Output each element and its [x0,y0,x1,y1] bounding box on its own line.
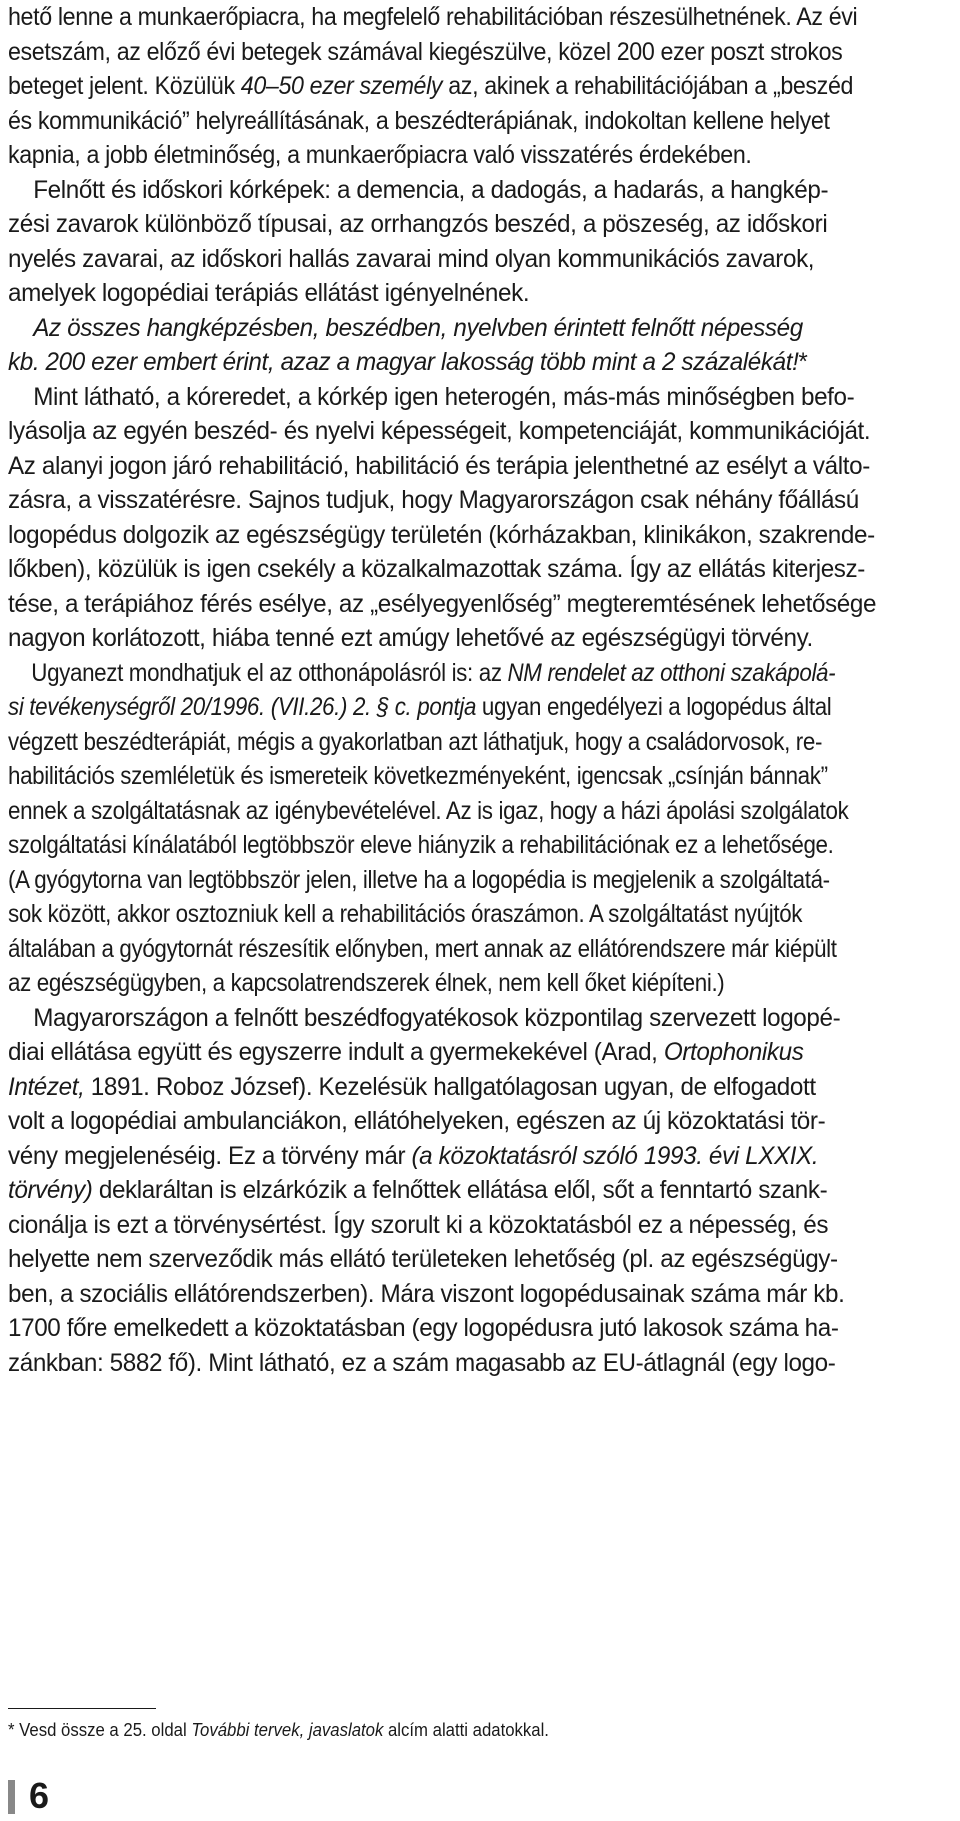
text-line: ben, a szociális ellátórendszerben). Mára viszont logopédusainak száma már kb. [8,1279,845,1308]
text-line: esetszám, az előző évi betegek számával kiegészülve, közel 200 ezer poszt strokos [8,37,843,66]
italic-citation: (a közoktatásról szóló 1993. évi LXXIX. [411,1141,819,1170]
page-number: 6 [29,1775,50,1816]
text-line: lőkben), közülük is igen csekély a közalkalmazottak száma. Így az ellátás kiterjesz- [8,555,865,583]
text-line: hető lenne a munkaerőpiacra, ha megfelelő rehabilitációban részesülhetnének. Az évi [8,3,858,31]
text-line: Ugyanezt mondhatjuk el az otthonápolásról is: az NM rendelet az otthoni szakápolá- [31,658,836,687]
text-line: si tevékenységről 20/1996. (VII.26.) 2. § c. pontja ugyan engedélyezi a logopédus által [8,693,832,721]
text-line: logopédus dolgozik az egészségügy területén (kórházakban, klinikákon, szakrende- [8,520,875,549]
italic-citation: Ortophonikus [663,1038,804,1066]
text-line: lyásolja az egyén beszéd- és nyelvi képességeit, kompetenciáját, kommunikációját. [8,417,871,445]
text-line: zánkban: 5882 fő). Mint látható, ez a szám magasabb az EU-átlagnál (egy logo- [8,1348,836,1377]
italic-emphasis: 40–50 ezer személy [240,72,443,100]
highlight-line [8,345,924,380]
text-line: volt a logopédiai ambulanciákon, ellátóhelyeken, egészen az új közoktatási tör- [8,1107,826,1135]
text-line: nyelés zavarai, az időskori hallás zavarai mind olyan kommunikációs zavarok, [8,244,815,273]
text-line: cionálja is ezt a törvénysértést. Így szorult ki a közoktatásból ez a népesség, és [8,1210,829,1239]
highlight-line [8,311,924,346]
footnote-marker: * [798,348,808,376]
footnote: * Vesd össze a 25. oldal További tervek, javaslatok alcím alatti adatokkal. [8,1720,549,1740]
italic-citation: NM rendelet az otthoni szakápolá- [507,658,836,687]
footnote-divider [8,1708,156,1709]
text-line: és kommunikáció” helyreállításának, a beszédterápiának, indokoltan kellene helyet [8,106,830,135]
text-line: zásra, a visszatérésre. Sajnos tudjuk, hogy Magyarországon csak néhány főállású [8,486,859,514]
italic-emphasis: kb. 200 ezer embert érint, azaz a magyar lakosság több mint a 2 százalékát! [8,348,799,376]
footnote-italic: További tervek, javaslatok [191,1720,384,1740]
paragraph-4 [8,1001,952,1381]
text-line: sok között, akkor osztozniuk kell a rehabilitációs óraszámon. A szolgáltatást nyújtók [8,900,803,928]
italic-citation: törvény) [8,1176,93,1204]
text-line: tése, a terápiához férés esélye, az „esélyegyenlőség” megteremtésének lehetősége [8,589,877,618]
document-body [8,0,952,1380]
text-line: kapnia, a jobb életminőség, a munkaerőpiacra való visszatérés érdekében. [8,141,752,169]
paragraph-3 [8,656,952,1001]
text-line: zési zavarok különböző típusai, az orrhangzós beszéd, a pöszeség, az időskori [8,210,828,238]
text-line: Mint látható, a kóreredet, a kórkép igen heterogén, más-más minőségben befo- [33,382,855,411]
text-line: Magyarországon a felnőtt beszédfogyatékosok központilag szervezett logopé- [33,1003,841,1032]
text-line: ennek a szolgáltatásnak az igénybevételével. Az is igaz, hogy a házi ápolási szolgálatok [8,796,849,825]
text-line: 1700 főre emelkedett a közoktatásban (egy logopédusra jutó lakosok száma ha- [8,1314,839,1342]
text-line: vény megjelenéséig. Ez a törvény már (a közoktatásról szóló 1993. évi LXXIX. [8,1141,819,1170]
text-line: diai ellátása együtt és egyszerre indult a gyermekekével (Arad, Ortophonikus [8,1038,804,1066]
text-line: nagyon korlátozott, hiába tenné ezt amúgy lehetővé az egészségügyi törvény. [8,624,813,652]
page-marker-bar [8,1780,15,1814]
text-line: Felnőtt és időskori kórképek: a demencia, a dadogás, a hadarás, a hangkép- [33,175,829,204]
italic-emphasis: Az összes hangképzésben, beszédben, nyelvben érintett felnőtt népesség [33,313,803,342]
text-line: szolgáltatási kínálatából legtöbbször eleve hiányzik a rehabilitációnak ez a lehetősége. [8,831,834,859]
italic-citation: si tevékenységről 20/1996. (VII.26.) 2. § c. pontja [8,693,477,721]
paragraph-1 [8,0,952,173]
text-line: végzett beszédterápiát, mégis a gyakorlatban azt láthatjuk, hogy a családorvosok, re- [8,727,823,756]
text-line: (A gyógytorna van legtöbbször jelen, illetve ha a logopédia is megjelenik a szolgáltatá- [8,865,830,894]
text-line: Az alanyi jogon járó rehabilitáció, habilitáció és terápia jelenthetné az esélyt a válto- [8,451,870,480]
page-footer [8,1774,49,1818]
text-line: Intézet, 1891. Roboz József). Kezelésük hallgatólagosan ugyan, de elfogadott [8,1072,816,1101]
paragraph-2 [8,173,952,656]
text-line: általában a gyógytornát részesítik előnyben, mert annak az ellátórendszere már kiépült [8,934,837,963]
text-line: beteget jelent. Közülük 40–50 ezer személy az, akinek a rehabilitációjában a „beszéd [8,72,854,100]
text-line: az egészségügyben, a kapcsolatrendszerek élnek, nem kell őket kiépíteni.) [8,969,725,997]
text-line: törvény) deklaráltan is elzárkózik a felnőttek ellátása elől, sőt a fenntartó szank- [8,1176,828,1204]
text-line: habilitációs szemléletük és ismereteik következményeként, igencsak „csínján bánnak” [8,762,828,790]
text-line: helyette nem szerveződik más ellátó területeken lehetőség (pl. az egészségügy- [8,1245,838,1273]
text-line: amelyek logopédiai terápiás ellátást igényelnének. [8,279,530,307]
italic-citation: Intézet, [8,1072,85,1101]
